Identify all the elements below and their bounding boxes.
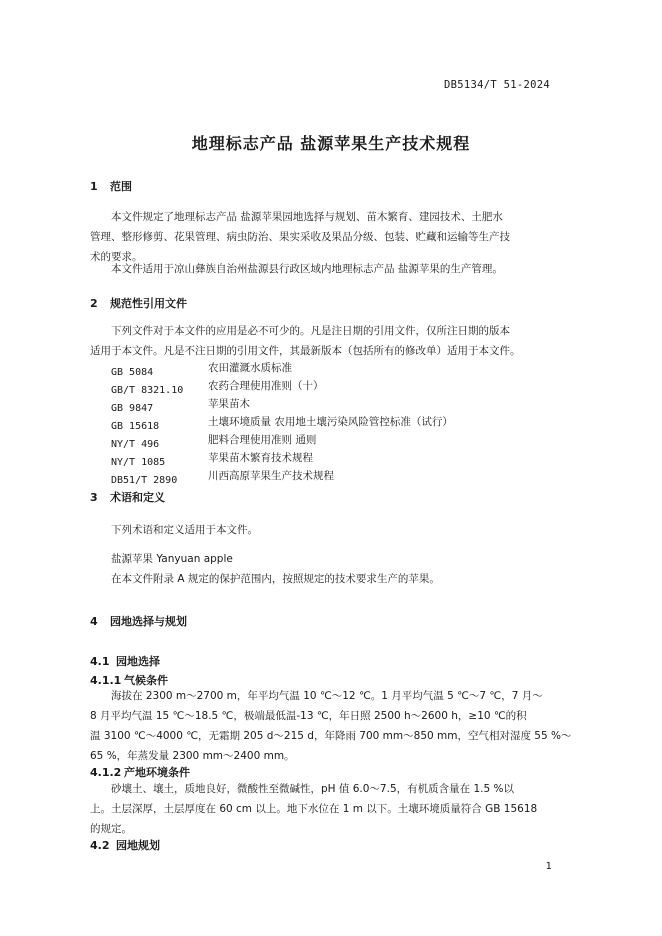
subsection-title: 园地规划 (116, 839, 160, 852)
subsection-title: 产地环境条件 (124, 766, 190, 779)
section-terms-heading (90, 489, 165, 505)
reference-code: GB/T 8321.10 (111, 385, 184, 396)
reference-code: DB51/T 2890 (111, 475, 178, 486)
section-title: 园地选择与规划 (110, 615, 187, 628)
reference-item (111, 414, 453, 432)
text-line: 术的要求。 (90, 251, 143, 263)
scope-paragraph-2: 本文件适用于凉山彝族自治州盐源县行政区域内地理标志产品 盐源苹果的生产管理。 (111, 263, 503, 275)
environment-paragraph (90, 779, 537, 839)
text-line: 65 %，年蒸发量 2300 mm～2400 mm。 (90, 750, 295, 762)
section-number: 2 (90, 297, 98, 310)
reference-list (111, 360, 453, 486)
subsection-number: 4.1.1 (90, 674, 122, 687)
subsection-title: 气候条件 (124, 674, 168, 687)
subsection-number: 4.1 (90, 655, 110, 668)
section-number: 1 (90, 180, 98, 193)
term-definition: 在本文件附录 A 规定的保护范围内，按照规定的技术要求生产的苹果。 (111, 573, 440, 585)
document-title: 地理标志产品 盐源苹果生产技术规程 (191, 134, 471, 153)
normative-intro (90, 321, 521, 361)
reference-item (111, 468, 334, 486)
terms-intro: 下列术语和定义适用于本文件。 (111, 524, 258, 536)
subsection-number: 4.1.2 (90, 766, 122, 779)
reference-code: GB 5084 (111, 367, 154, 378)
term-entry: 盐源苹果 Yanyuan apple (111, 553, 233, 565)
text-line: 的规定。 (90, 823, 132, 835)
text-line: 本文件规定了地理标志产品 盐源苹果园地选择与规划、苗木繁育、建园技术、土肥水 (111, 211, 503, 223)
text-line: 砂壤土、壤土，质地良好，微酸性至微碱性，pH 值 6.0～7.5，有机质含量在 1.5 %以 (111, 783, 514, 795)
climate-paragraph (90, 686, 572, 766)
reference-item (111, 396, 250, 414)
reference-item (111, 450, 313, 468)
reference-item (111, 432, 317, 450)
reference-title: 肥料合理使用准则 通则 (208, 434, 317, 446)
reference-code: GB 15618 (111, 421, 160, 432)
reference-item (111, 378, 324, 396)
reference-title: 农田灌溉水质标准 (208, 362, 292, 374)
section-number: 4 (90, 615, 98, 628)
subsection-site-selection-heading (90, 653, 160, 669)
reference-title: 农药合理使用准则（十） (208, 380, 324, 392)
section-scope-heading (90, 178, 132, 194)
reference-code: NY/T 496 (111, 439, 160, 450)
reference-title: 川西高原苹果生产技术规程 (208, 470, 334, 482)
section-site-heading (90, 613, 187, 629)
section-title: 规范性引用文件 (110, 297, 187, 310)
scope-paragraph-1 (90, 207, 510, 267)
text-line: 温 3100 ℃～4000 ℃，无霜期 205 d～215 d，年降雨 700 mm～850 mm，空气相对湿度 55 %～ (90, 730, 572, 742)
reference-title: 土壤环境质量 农用地土壤污染风险管控标准（试行） (208, 416, 453, 428)
text-line: 上。土层深厚，土层厚度在 60 cm 以上。地下水位在 1 m 以下。土壤环境质量符合 GB 15618 (90, 803, 538, 815)
reference-item (111, 360, 292, 378)
subsection-number: 4.2 (90, 839, 110, 852)
reference-title: 苹果苗木繁育技术规程 (208, 452, 313, 464)
text-line: 管理、整形修剪、花果管理、病虫防治、果实采收及果品分级、包装、贮藏和运输等生产技 (90, 231, 510, 243)
text-line: 8 月平均气温 15 ℃～18.5 ℃，极端最低温-13 ℃，年日照 2500 h～2600 h，≥10 ℃的积 (90, 710, 527, 722)
standard-code: DB5134/T 51-2024 (444, 79, 550, 91)
section-title: 术语和定义 (110, 491, 165, 504)
reference-title: 苹果苗木 (208, 398, 250, 410)
text-line: 海拔在 2300 m～2700 m，年平均气温 10 ℃～12 ℃。1 月平均气温 5 ℃～7 ℃，7 月～ (111, 690, 543, 702)
subsection-site-planning-heading (90, 837, 160, 853)
reference-code: NY/T 1085 (111, 457, 166, 468)
section-normative-heading (90, 295, 187, 311)
text-line: 适用于本文件。凡是不注日期的引用文件，其最新版本（包括所有的修改单）适用于本文件。 (90, 345, 521, 357)
page-number: 1 (545, 861, 552, 872)
section-number: 3 (90, 491, 98, 504)
text-line: 下列文件对于本文件的应用是必不可少的。凡是注日期的引用文件，仅所注日期的版本 (111, 325, 510, 337)
subsection-environment-heading (90, 764, 190, 780)
section-title: 范围 (110, 180, 132, 193)
subsection-title: 园地选择 (116, 655, 160, 668)
reference-code: GB 9847 (111, 403, 154, 414)
